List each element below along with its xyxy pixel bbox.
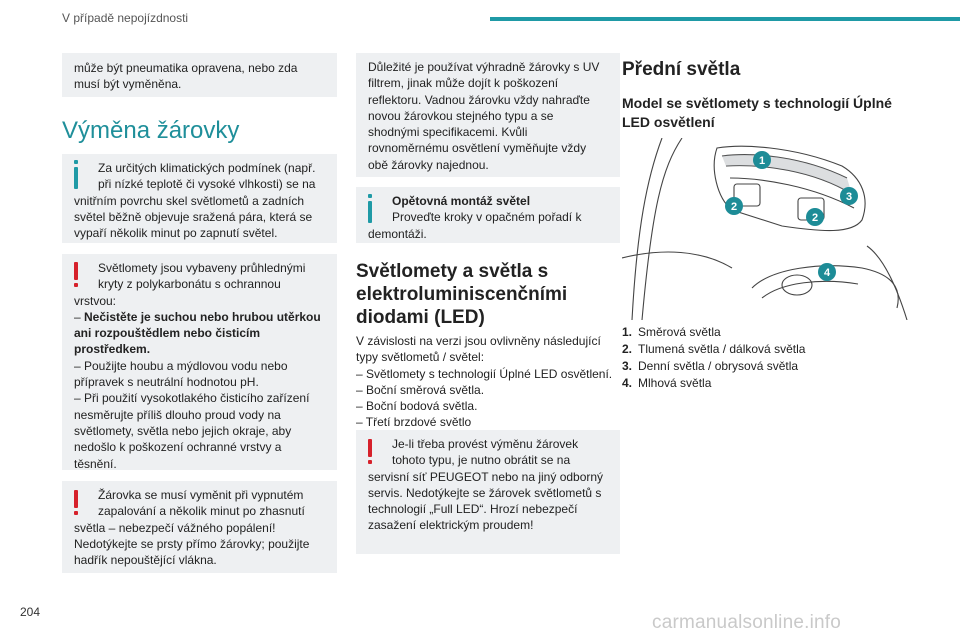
section-heading-front-lights: Přední světla bbox=[622, 59, 741, 80]
legend-item: 2. Tlumená světla / dálková světla bbox=[622, 342, 806, 356]
header-accent-bar bbox=[490, 17, 960, 21]
bullet-no-dry-cloth: – Nečistěte je suchou nebo hrubou utěrkou ani rozpouštědlem nebo čisticím prostředkem. bbox=[74, 309, 321, 357]
callout-label-3: 3 bbox=[845, 191, 853, 203]
watermark: carmanualsonline.info bbox=[652, 612, 842, 633]
legend-item: 3. Denní světla / obrysová světla bbox=[622, 359, 799, 373]
running-header: V případě nepojízdnosti bbox=[62, 11, 189, 25]
led-intro-paragraph: V závislosti na verzi jsou ovlivněny následující typy světlometů / světel: – Světlomety s technologií Úplné LED osvětlení. – Boční směrová světla. – Boční bodová světla. – Třetí brzdové světlo bbox=[356, 333, 622, 431]
uv-filter-note-box: Důležité je používat výhradně žárovky s UV filtrem, jinak může dojít k poškození reflektoru. Vadnou žárovku vždy nahraďte novou žárovkou stejného typu a se shodnými specifikacemi. Kvůli rovnoměrnému osvětlení vyměňujte vždy obě žárovky najednou. bbox=[356, 53, 620, 177]
section-heading-bulb-replacement: Výměna žárovky bbox=[62, 117, 240, 144]
page-number: 204 bbox=[20, 605, 41, 619]
legend-item: 1. Směrová světla bbox=[622, 325, 721, 339]
warning-box-polycarbonate: Světlomety jsou vybaveny průhlednými kryty z polykarbonátu s ochrannou vrstvou: – Nečistěte je suchou nebo hrubou utěrkou ani rozpouštědlem nebo čisticím prostředkem. – Použijte houbu a mýdlovou vodu nebo přípravek s neutrální hodnotou pH. – Při použití vysokotlakého čisticího zařízení nesměrujte příliš dlouho proud vody na světlomety, světla nebo jejich okraje, aby nedošlo k poškození ochranné vrstvy a těsnění. bbox=[62, 254, 337, 470]
subheading-full-led: Model se světlomety s technologií Úplné LED osvětlení bbox=[622, 95, 892, 130]
warning-box-burn: Žárovka se musí vyměnit při vypnutém zapalování a několik minut po zhasnutí světla – nebezpečí vážného popálení! Nedotýkejte se prsty přímo žárovky; použijte hadřík nepouštějící vlákna. bbox=[62, 481, 337, 573]
info-icon bbox=[368, 201, 372, 223]
legend-item: 4. Mlhová světla bbox=[622, 376, 712, 390]
callout-label-2: 2 bbox=[811, 212, 819, 224]
warning-icon bbox=[74, 490, 78, 508]
continued-text-box: může být pneumatika opravena, nebo zda musí být vyměněna. bbox=[62, 53, 337, 97]
info-box-condensation: Za určitých klimatických podmínek (např. při nízké teplotě či vysoké vlhkosti) se na vnitřním povrchu skel světlometů a zadních světel běžně objevuje sražená pára, která se vypaří několik minut po zapnutí světel. bbox=[62, 154, 337, 243]
callout-label-1: 1 bbox=[758, 155, 766, 167]
info-box-reassembly: Opětovná montáž světel Proveďte kroky v opačném pořadí k demontáži. bbox=[356, 187, 620, 243]
led-list-item: – Boční směrová světla. bbox=[356, 382, 485, 397]
headlamp-diagram bbox=[622, 138, 912, 320]
diagram-legend bbox=[622, 324, 805, 392]
led-list-item: – Boční bodová světla. bbox=[356, 399, 478, 414]
warning-icon bbox=[74, 262, 78, 280]
led-list-item: – Třetí brzdové světlo bbox=[356, 415, 472, 430]
warning-icon bbox=[368, 439, 372, 457]
warning-box-led-service: Je-li třeba provést výměnu žárovek tohoto typu, je nutno obrátit se na servisní síť PEUGEOT nebo na jiný odborný servis. Nedotýkejte se žárovek světlometů s technologií „Full LED“. Hrozí nebezpečí zasažení elektrickým proudem! bbox=[356, 430, 620, 554]
callout-label-4: 4 bbox=[823, 267, 831, 279]
section-heading-led: Světlomety a světla s elektroluminiscenčními diodami (LED) bbox=[356, 261, 568, 328]
info-icon bbox=[74, 167, 78, 189]
led-list-item: – Světlomety s technologií Úplné LED osvětlení. bbox=[356, 366, 613, 381]
callout-label-2: 2 bbox=[730, 201, 738, 213]
